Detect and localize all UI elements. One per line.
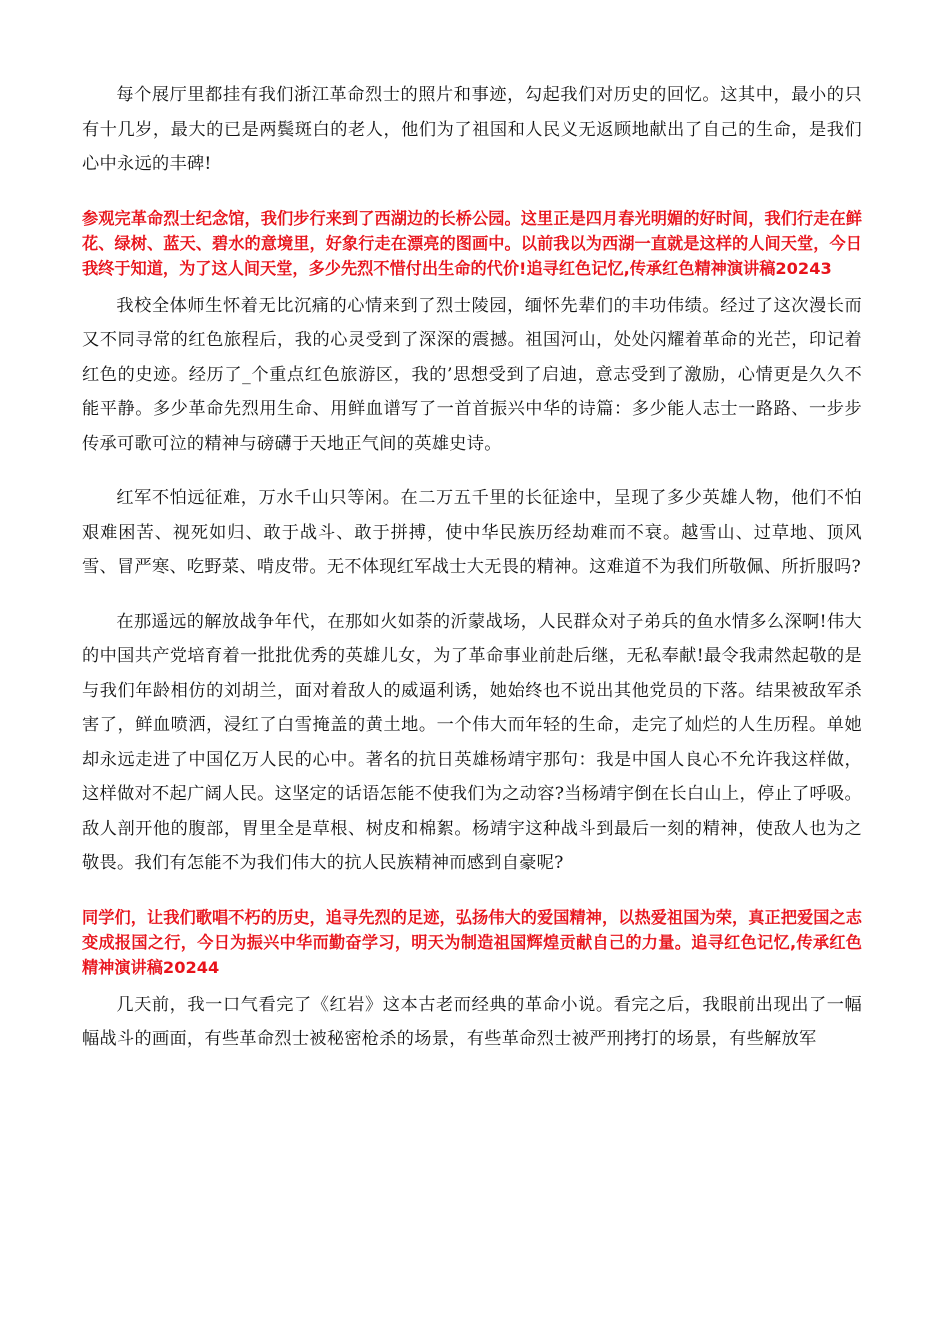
body-paragraph-4: 在那遥远的解放战争年代，在那如火如荼的沂蒙战场，人民群众对子弟兵的鱼水情多么深啊!伟大的中国共产党培育着一批批优秀的英雄儿女，为了革命事业前赴后继，无私奉献!最令我肃然起敬的是与我们年龄相仿的刘胡兰，面对着敌人的威逼利诱，她始终也不说出其他党员的下落。结果被敌军杀害了，鲜血喷洒，浸红了白雪掩盖的黄土地。一个伟大而年轻的生命，走完了灿烂的人生历程。单她却永远走进了中国亿万人民的心中。著名的抗日英雄杨靖宇那句：我是中国人良心不允许我这样做，这样做对不起广阔人民。这坚定的话语怎能不使我们为之动容?当杨靖宇倒在长白山上，停止了呼吸。敌人剖开他的腹部，胃里全是草根、树皮和棉絮。杨靖宇这种战斗到最后一刻的精神，使敌人也为之敬畏。我们有怎能不为我们伟大的抗人民族精神而感到自豪呢? <box>82 611 862 873</box>
body-paragraph-2: 我校全体师生怀着无比沉痛的心情来到了烈士陵园，缅怀先辈们的丰功伟绩。经过了这次漫长而又不同寻常的红色旅程后，我的心灵受到了深深的震撼。祖国河山，处处闪耀着革命的光芒，印记着红色的史迹。经历了_个重点红色旅游区，我的’思想受到了启迪，意志受到了激励，心情更是久久不能平静。多少革命先烈用生命、用鲜血谱写了一首首振兴中华的诗篇：多少能人志士一路路、一步步传承可歌可泣的精神与磅礴于天地正气间的英雄史诗。 <box>82 295 862 454</box>
highlight-paragraph-2: 同学们，让我们歌唱不朽的历史，追寻先烈的足迹，弘扬伟大的爱国精神，以热爱祖国为荣，真正把爱国之志变成报国之行，今日为振兴中华而勤奋学习，明天为制造祖国辉煌贡献自己的力量。追寻红色记忆,传承红色精神演讲稿20244 <box>82 907 862 977</box>
body-paragraph-3: 红军不怕远征难，万水千山只等闲。在二万五千里的长征途中，呈现了多少英雄人物，他们不怕艰难困苦、视死如归、敢于战斗、敢于拼搏，使中华民族历经劫难而不衰。越雪山、过草地、顶风雪、冒严寒、吃野菜、啃皮带。无不体现红军战士大无畏的精神。这难道不为我们所敬佩、所折服吗? <box>82 488 862 577</box>
body-paragraph-5: 几天前，我一口气看完了《红岩》这本古老而经典的革命小说。看完之后，我眼前出现出了一幅幅战斗的画面，有些革命烈士被秘密枪杀的场景，有些革命烈士被严刑拷打的场景，有些解放军 <box>82 994 862 1049</box>
document-page <box>82 78 862 1057</box>
body-paragraph-1: 每个展厅里都挂有我们浙江革命烈士的照片和事迹，勾起我们对历史的回忆。这其中，最小的只有十几岁，最大的已是两鬓斑白的老人，他们为了祖国和人民义无返顾地献出了自己的生命，是我们心中永远的丰碑! <box>82 85 862 174</box>
highlight-paragraph-1: 参观完革命烈士纪念馆，我们步行来到了西湖边的长桥公园。这里正是四月春光明媚的好时间，我们行走在鲜花、绿树、蓝天、碧水的意境里，好象行走在漂亮的图画中。以前我以为西湖一直就是这样的人间天堂，今日我终于知道，为了这人间天堂，多少先烈不惜付出生命的代价!追寻红色记忆,传承红色精神演讲稿20243 <box>82 208 862 278</box>
